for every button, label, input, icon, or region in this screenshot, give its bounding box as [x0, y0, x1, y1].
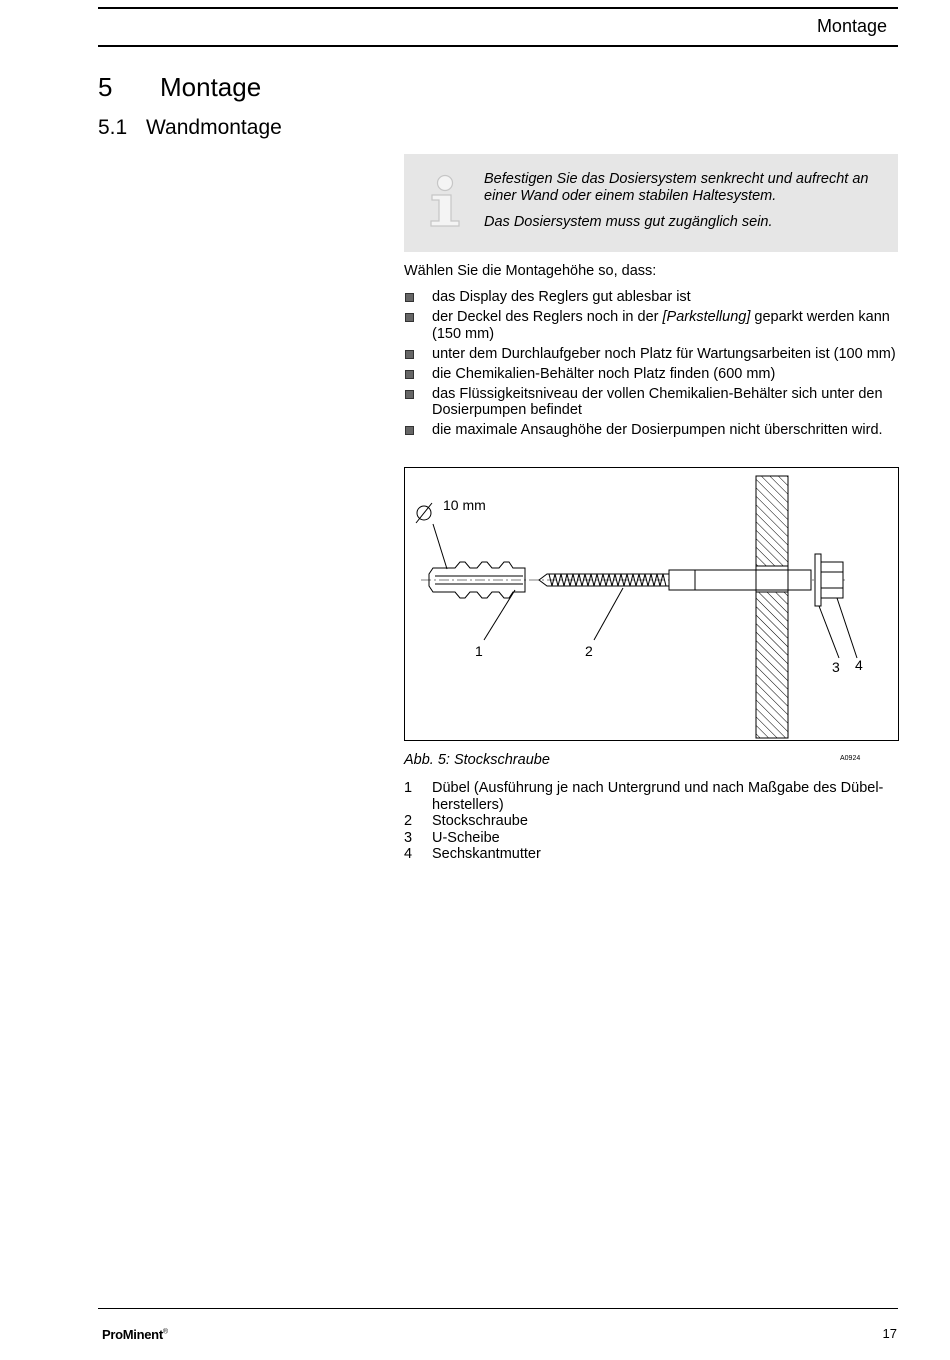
- intro-text: Wählen Sie die Montagehöhe so, dass:: [404, 263, 657, 279]
- list-item: die Chemikalien-Behälter noch Platz finden (600 mm): [404, 366, 904, 383]
- info-text-line-3: Das Dosiersystem muss gut zugänglich sein.: [484, 214, 773, 230]
- chapter-title: Montage: [160, 72, 262, 102]
- bullet-square-icon: [405, 370, 414, 379]
- legend-item: 1 Dübel (Ausführung je nach Untergrund und nach Maßgabe des Dübel-herstellers): [404, 780, 884, 813]
- leader-3: [819, 606, 839, 658]
- legend-item: 3 U-Scheibe: [404, 829, 500, 846]
- running-header: Montage: [816, 16, 887, 36]
- callout-2: 2: [585, 643, 593, 659]
- section-title: Wandmontage: [146, 116, 282, 139]
- list-item: das Display des Reglers gut ablesbar ist: [404, 289, 904, 306]
- section-number: 5.1: [98, 116, 128, 139]
- leader-4: [837, 598, 857, 658]
- leader-2: [594, 588, 623, 640]
- list-item: unter dem Durchlaufgeber noch Platz für Wartungsarbeiten ist (100 mm): [404, 346, 904, 363]
- bullet-square-icon: [405, 426, 414, 435]
- bullet-list: [404, 289, 904, 442]
- bullet-square-icon: [405, 293, 414, 302]
- callout-4: 4: [855, 657, 863, 673]
- callout-3: 3: [832, 659, 840, 675]
- header-bottom-rule: [98, 45, 898, 47]
- page-number: 17: [882, 1326, 897, 1341]
- info-text-line-2: einer Wand oder einem stabilen Haltesystem.: [484, 188, 777, 204]
- legend-item: 2 Stockschraube: [404, 813, 528, 829]
- wall-section: [756, 476, 788, 738]
- diameter-label: 10 mm: [443, 497, 486, 513]
- leader-1: [484, 590, 515, 640]
- footer-rule: [98, 1308, 898, 1309]
- parameter-reference: [Parkstellung]: [662, 309, 751, 325]
- bullet-square-icon: [405, 350, 414, 359]
- diameter-icon: [416, 503, 432, 523]
- list-item: der Deckel des Reglers noch in der [Parkstellung] geparkt werden kann (150 mm): [404, 309, 904, 342]
- chapter-number: 5: [98, 72, 113, 102]
- callout-1: 1: [475, 643, 483, 659]
- info-icon: [428, 172, 464, 228]
- company-logo: ProMinent®: [102, 1327, 168, 1342]
- bullet-square-icon: [405, 390, 414, 399]
- bullet-square-icon: [405, 313, 414, 322]
- legend-item: 4 Sechskantmutter: [404, 846, 541, 862]
- info-note: [404, 154, 898, 252]
- list-item: die maximale Ansaughöhe der Dosierpumpen nicht überschritten wird.: [404, 422, 904, 439]
- figure-legend: [404, 780, 904, 863]
- figure-code: A0924: [840, 755, 861, 762]
- list-item: das Flüssigkeitsniveau der vollen Chemikalien-Behälter sich unter den Dosierpumpen befindet: [404, 386, 904, 419]
- header-top-rule: [98, 7, 898, 9]
- leader-diameter: [433, 524, 447, 569]
- figure-caption: Abb. 5: Stockschraube: [404, 752, 550, 768]
- info-text-line-1: Befestigen Sie das Dosiersystem senkrecht und aufrecht an: [484, 171, 869, 187]
